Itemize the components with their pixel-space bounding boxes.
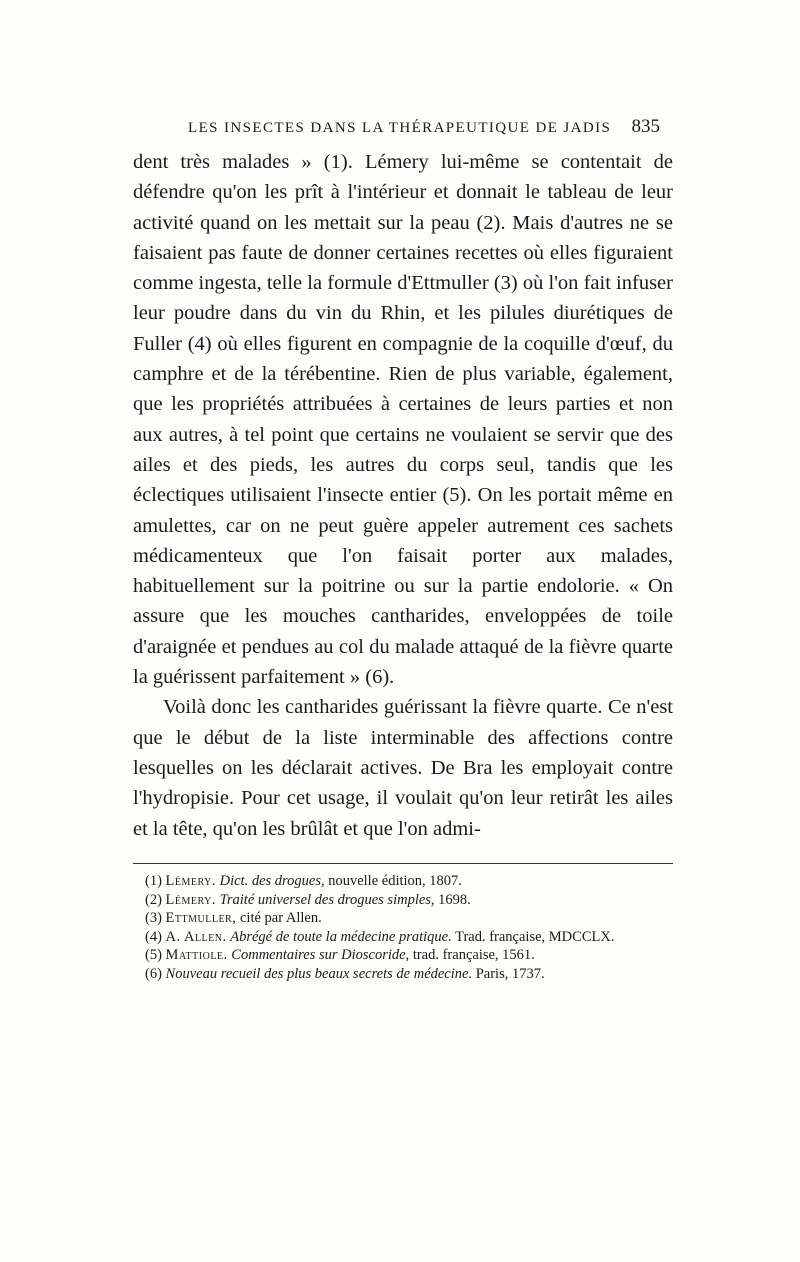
running-head: LES INSECTES DANS LA THÉRAPEUTIQUE DE JADIS [188,120,612,136]
footnote-author: Ettmuller, [165,910,237,927]
footnote-number: (6) [145,965,162,982]
footnote [133,965,673,984]
footnotes [133,872,673,984]
footnote [133,872,673,891]
footnote-number: (5) [145,947,162,964]
paragraph-1: dent très malades » (1). Lémery lui-même se contentait de défendre qu'on les prît à l'intérieur et donnait le tableau de leur activité quand on les mettait sur la peau (2). Mais d'autres ne se faisaient pas faute de donner certaines recettes où elles figuraient comme ingesta, telle la formule d'Ettmuller (3) où l'on fait infuser leur poudre dans du vin du Rhin, et les pilules diurétiques de Fuller (4) où elles figurent en compagnie de la coquille d'œuf, du camphre et de la térébentine. Rien de plus variable, également, que les propriétés attribuées à certaines de leurs parties et non aux autres, à tel point que certains ne voulaient se servir que des ailes et des pieds, les autres du corps seul, tandis que les éclectiques utilisaient l'insecte entier (5). On les portait même en amulettes, car on ne peut guère appeler autrement ces sachets médicamenteux que l'on faisait porter aux malades, habituellement sur la poitrine ou sur la partie endolorie. « On assure que les mouches cantharides, enveloppées de toile d'araignée et pendues au col du malade attaqué de la fièvre quarte la guérissent parfaitement » (6). [133,151,673,689]
footnote-number: (1) [145,873,162,889]
page-number: 835 [631,116,660,137]
footnote-details: trad. française, 1561. [412,947,535,964]
footnote-details: nouvelle édition, 1807. [328,873,462,889]
footnote-separator [133,863,673,864]
footnote [133,891,673,910]
footnote-work: Nouveau recueil des plus beaux secrets de médecine. [165,965,473,982]
footnote [133,928,673,947]
footnote-number: (4) [145,928,162,945]
footnote-work: Traité universel des drogues simples, [219,891,435,908]
footnote-author: Mattiole. [165,947,228,964]
footnote-number: (2) [145,891,162,908]
footnote-author: Lémery. [165,873,216,889]
footnote-work: Commentaires sur Dioscoride, [231,947,410,964]
footnote-work: Dict. des drogues, [219,873,325,889]
footnote [133,946,673,965]
page-header [188,116,660,144]
footnote-author: Lémery. [165,891,216,908]
footnote-details: Paris, 1737. [475,965,545,982]
footnote-details: 1698. [438,891,471,908]
footnote-work: Abrégé de toute la médecine pratique. [230,928,452,945]
paragraph-2: Voilà donc les cantharides guérissant la fièvre quarte. Ce n'est que le début de la liste interminable des affections contre lesquelles on les déclarait actives. De Bra les employait contre l'hydropisie. Pour cet usage, il voulait qu'on leur retirât les ailes et la tête, qu'on les brûlât et que l'on admi- [133,696,673,840]
footnote-number: (3) [145,910,162,927]
body-text [133,147,673,844]
footnote-details: Trad. française, MDCCLX. [455,928,615,945]
footnote-details: cité par Allen. [239,910,322,927]
footnote [133,909,673,928]
footnote-author: A. Allen. [165,928,227,945]
